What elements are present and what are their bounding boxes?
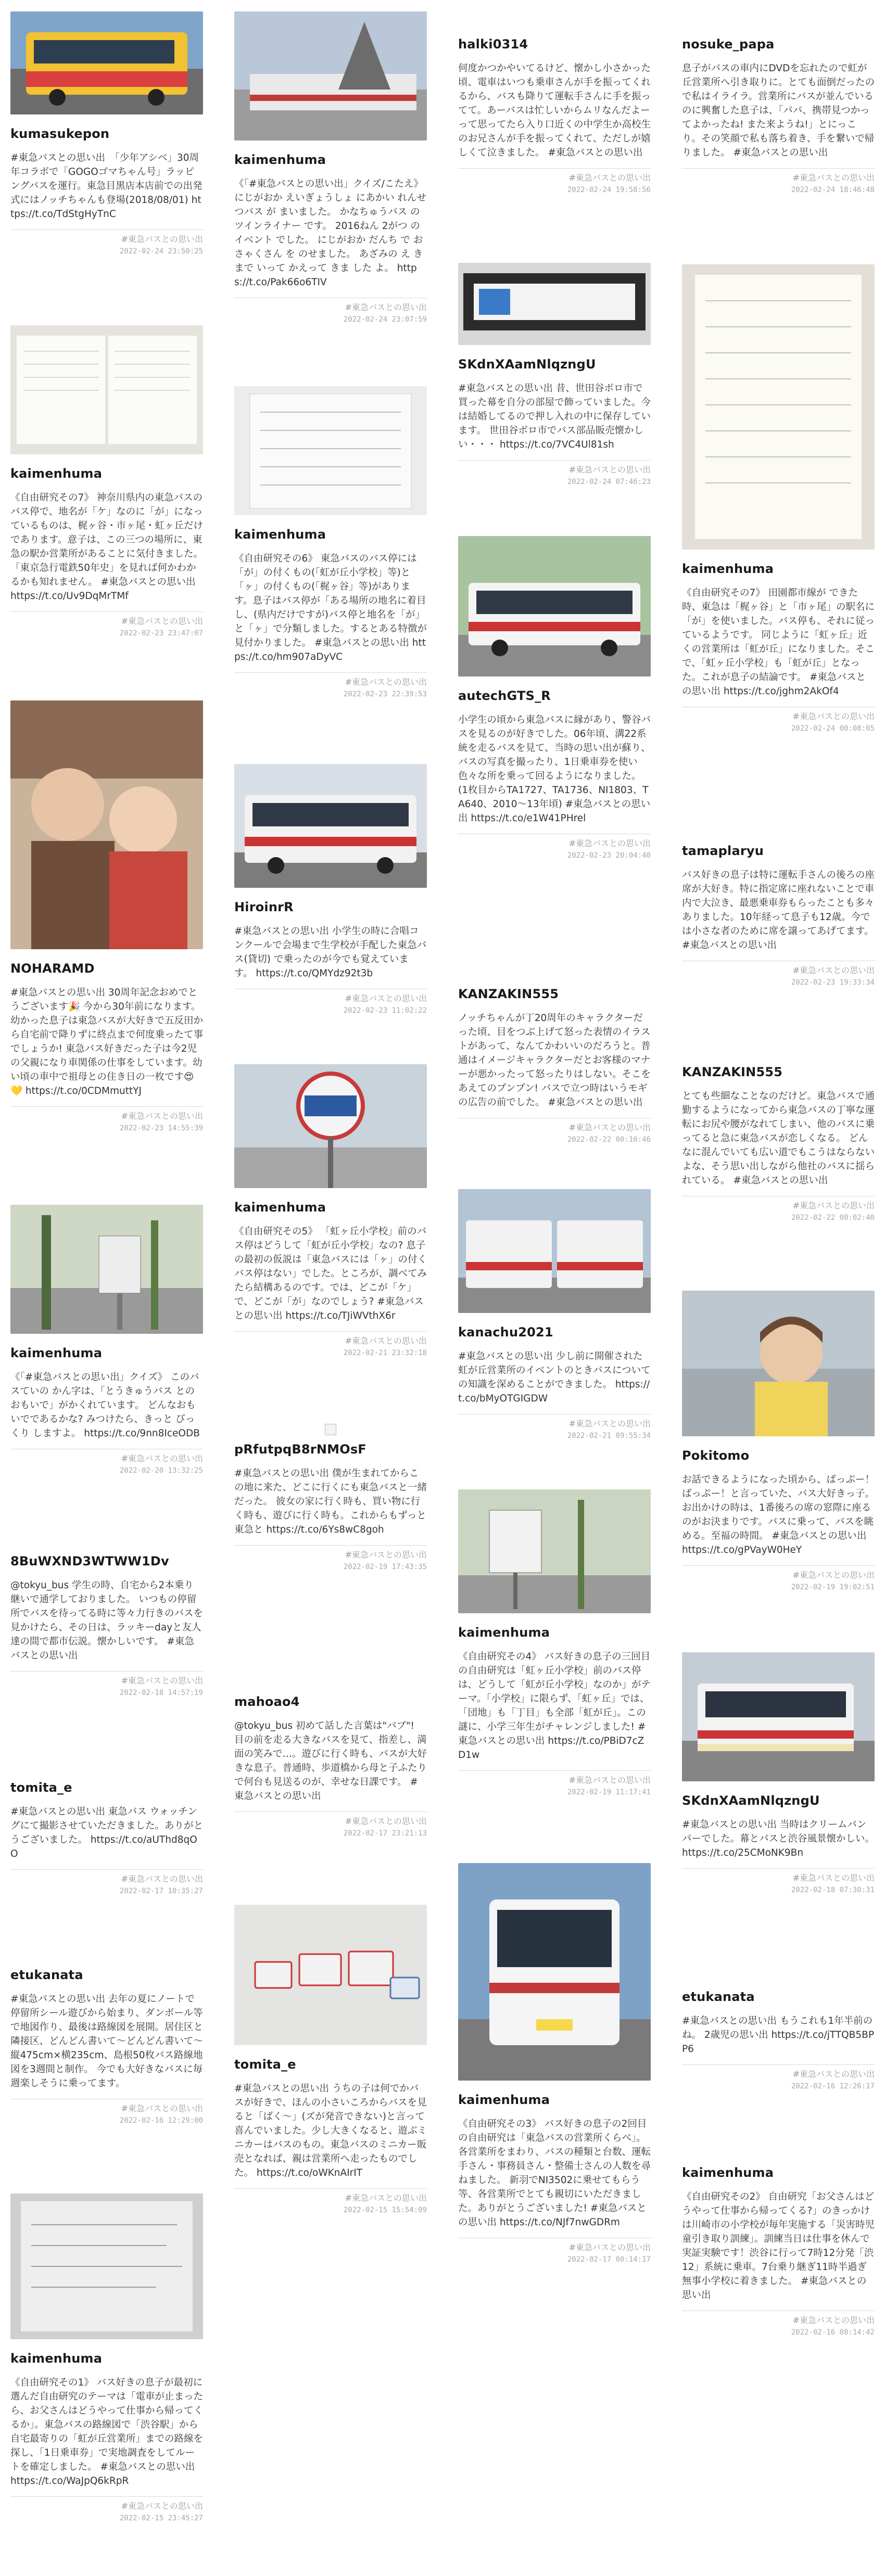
username[interactable]: kumasukepon	[10, 126, 110, 141]
tweet-meta	[10, 2099, 203, 2126]
bus-stop-photo[interactable]	[458, 1489, 651, 1613]
tweet-card[interactable]	[10, 1205, 203, 1476]
notebook-photo[interactable]	[682, 264, 875, 550]
tweet-card[interactable]	[234, 1694, 427, 1839]
tweet-meta	[10, 1671, 203, 1699]
timestamp: 2022-02-17 00:14:17	[567, 2255, 651, 2264]
timestamp: 2022-02-23 14:55:39	[119, 1124, 203, 1132]
tweet-card[interactable]	[458, 1489, 651, 1798]
tweet-card[interactable]	[682, 1652, 875, 1896]
tweet-card[interactable]	[234, 764, 427, 1016]
tweet-text: ノッチちゃんが丁20周年のキャラクターだった頃、目をつぶ上げて怒った表情のイラストがあって、なんてかわいいのだろうと。普通はイメージキャラクターだとお客様のマナーが悪かったって怒ったりはしない。そこをあえてのプンプン! バスで立つ時はいうモギの広告の前でした。 #東急バスとの思い出	[458, 1013, 651, 1108]
timestamp: 2022-02-19 19:02:51	[791, 1583, 875, 1591]
tweet-text: #東急バスとの思い出 少し前に開催された虹が丘営業所のイベントのときバスについての知識を深めることができました。 https://t.co/bMyOTGIGDW	[458, 1351, 651, 1404]
tweet-meta	[458, 168, 651, 196]
timestamp: 2022-02-23 20:04:40	[567, 851, 651, 860]
tweet-meta	[458, 1118, 651, 1145]
tweet-card[interactable]	[682, 1291, 875, 1593]
tweet-meta	[10, 2496, 203, 2524]
timestamp: 2022-02-24 23:50:25	[119, 247, 203, 256]
tweet-text: 《自由研究その3》 バス好きの息子の2回目の自由研究は「東急バスの営業所くらべ」。各営業所をまわり、バスの種類と台数、運転手さん・事務員さん・整備士さんの人数を尋ねました。 新羽でNI3502に乗せてもらう等、各営業所でとても親切にいただきました。ありがとうございました! #東急バスとの思い出 https://t.co/NJf7nwGDRm	[458, 2119, 651, 2228]
notebook-photo[interactable]	[10, 325, 203, 454]
tweet-card[interactable]	[458, 36, 651, 196]
tweet-text: #東急バスとの思い出 30周年記念おめでとうございます🎉 今から30年前になります。幼かった息子は東急バスが大好きで五反田から自宅前で降りずに終点まで何度乗ったて事でしょうか! 東急バス好きだった子は今2児の父親になり車関係の仕事をしています。幼い頃の車中で祖母との住き日の一枚です😍💛 https://t.co/0CDMmuttYJ	[10, 987, 204, 1096]
timestamp: 2022-02-20 13:32:25	[119, 1466, 203, 1475]
tweet-card[interactable]	[10, 1780, 203, 1897]
tweet-meta	[458, 834, 651, 861]
timestamp: 2022-02-24 19:58:56	[567, 186, 651, 194]
timestamp: 2022-02-23 23:47:07	[119, 629, 203, 637]
depot-buses-photo[interactable]	[458, 1189, 651, 1313]
hashtag-label[interactable]: #東急バスとの思い出	[121, 2501, 203, 2511]
username[interactable]: halki0314	[458, 37, 528, 52]
username[interactable]: kaimenhuma	[10, 466, 103, 481]
timestamp: 2022-02-16 12:29:00	[119, 2116, 203, 2125]
tweet-meta	[458, 2238, 651, 2265]
timestamp: 2022-02-16 12:26:17	[791, 2082, 875, 2090]
username[interactable]: kanachu2021	[458, 1325, 553, 1340]
username[interactable]: etukanata	[10, 1968, 83, 1982]
username[interactable]: kaimenhuma	[10, 2351, 103, 2366]
tweet-text: #東急バスとの思い出 去年の夏にノートで停留所シール遊びから始まり、ダンボール等で地図作り、最後は路線図を展開。居住区と隣接区、どんどん書いて〜どんどん書いて〜縦475cm×横235cm、島根50枚バス路線地図を3週間と制作。 今でも大好きなバスに毎週楽しそうに乗ってます。	[10, 1994, 204, 2089]
tweet-text: 《自由研究その1》 バス好きの息子が最初に選んだ自由研究のテーマは「電車が止まったら、お父さんはどうやって仕事から帰ってくるか」。東急バスの路線図で「渋谷駅」から自宅最寄りの「虹が丘営業所」までの路線を探し、「1日乗車券」で実地調査をしてルートを確定しました。 #東急バスとの思い出 https://t.co/WaJpQ6kRpR	[10, 2377, 204, 2486]
depot-photo[interactable]	[234, 11, 427, 141]
tweet-meta	[10, 1106, 203, 1134]
username[interactable]: mahoao4	[234, 1694, 300, 1709]
timestamp: 2022-02-24 23:07:59	[343, 315, 427, 324]
tweet-meta	[682, 1196, 875, 1223]
tweet-text: 何度かつかやいてるけど、懐かし小さかった頃、電車はいつも乗車さんが手を振ってくれるから、バスも降りて運転手さんに手を振ってて。あーバスは忙しいからムリなんだよーって思ってたら入り口近くの中学生か高校生のお兄さんが手を振ってくれて、ただしが嬉しくて泣きました。 #東急バスとの思い出	[458, 63, 651, 158]
hashtag-label[interactable]: #東急バスとの思い出	[568, 465, 651, 475]
hashtag-label[interactable]: #東急バスとの思い出	[121, 234, 203, 244]
tweet-text: #東急バスとの思い出 小学生の時に合唱コンクールで会場まで生学校が手配した東急バス(貸切) で乗ったのが今でも覚えています。 https://t.co/QMYdz92t3b	[234, 926, 427, 979]
username[interactable]: kaimenhuma	[682, 562, 774, 576]
child-photo[interactable]	[682, 1291, 875, 1436]
tweet-meta	[458, 460, 651, 488]
timestamp: 2022-02-17 10:35:27	[119, 1887, 203, 1895]
hashtag-label[interactable]: #東急バスとの思い出	[792, 1873, 875, 1883]
username[interactable]: kaimenhuma	[458, 2093, 550, 2107]
tweet-text: #東急バスとの思い出 「少年アシベ」30周年コラボで「GOGOゴマちゃん号」ラッピングバスを運行。東急目黒店本店前での出発式にはノッチちゃんも登場(2018/08/01) https://t.co/TdStgHyTnC	[10, 152, 203, 220]
timestamp: 2022-02-19 11:17:41	[567, 1788, 651, 1796]
hashtag-label[interactable]: #東急バスとの思い出	[792, 173, 875, 183]
tweet-card[interactable]	[682, 843, 875, 988]
tweet-text: 《自由研究その6》 東急バスのバス停には「が」の付くもの(「虹が丘小学校」等)と「ヶ」の付くもの(「梶ヶ谷」等)があります。息子はバス停が「ある場所の地名に着目し、(県内だけですが)バス停と地名を「が」と「ヶ」で分類しました。するとある特徴が見付かりました。 #東急バスとの思い出 https://t.co/hm907aDyVC	[234, 553, 427, 662]
tweet-meta	[682, 707, 875, 734]
username[interactable]: kaimenhuma	[234, 1200, 326, 1215]
hashtag-label[interactable]: #東急バスとの思い出	[792, 1201, 875, 1210]
username[interactable]: kaimenhuma	[234, 527, 326, 542]
username[interactable]: KANZAKIN555	[458, 987, 559, 1001]
tweet-text: #東急バスとの思い出 僕が生まれてからこの地に来た、どこに行くにも東急バスと一緒だった。 彼女の家に行く時も、買い物に行く時も、遊びに行く時も。これからもずっと東急と https://t.co/6Ys8wC8goh	[234, 1468, 427, 1535]
username[interactable]: kaimenhuma	[458, 1625, 550, 1640]
timestamp: 2022-02-23 19:33:34	[791, 978, 875, 987]
tweet-text: #東急バスとの思い出 うちの子は何でかバスが好きで、ほんの小さいころからバスを見ると「ばく〜」(ズが発音できない)と言って喜んでいました。少し大きくなると、遊ぶミニカーはバスのもの。東急バスのミニカー販売となれば、親は営業所へ走ったものでした。 https://t.co/oWKnAIrIT	[234, 2083, 427, 2178]
tweet-text: とても些細なことなのだけど。東急バスで通勤するようになってから東急バスの丁寧な運転にお尻や腰がなれてしまい、他のバスに乗ってると急に東急バスが恋しくなる。 どんなに混んでいても広い道でもこうはならないよな、そう思い出しながら他社のバスに揺られている。 #東急バスとの思い出	[682, 1091, 875, 1186]
tweet-meta	[10, 611, 203, 639]
tweet-text: #東急バスとの思い出 もうこれも1年半前のね。 2歳児の思い出 https://t.co/jTTQB5BPP6	[682, 2016, 874, 2055]
tweet-text: #東急バスとの思い出 当時はクリームバンパーでした。幕とバスと渋谷風景懐かしい。 https://t.co/25CMoNK9Bn	[682, 1819, 875, 1858]
tweet-meta	[234, 672, 427, 700]
tweet-card[interactable]	[458, 986, 651, 1145]
hashtag-label[interactable]: #東急バスとの思い出	[121, 1676, 203, 1686]
bus-stop-photo[interactable]	[10, 1205, 203, 1334]
username[interactable]: Pokitomo	[682, 1448, 750, 1463]
username[interactable]: kaimenhuma	[10, 1346, 103, 1360]
tweet-card[interactable]	[234, 1424, 427, 1573]
tweet-meta	[10, 1869, 203, 1897]
tweet-text: 息子がバスの車内にDVDを忘れたので虹が丘営業所へ引き取りに。とても面倒だったので私はイライラ。営業所にバスが並んでいるのに興奮した息子は、「パパ、携帯見つかってよかったね! また来ようね!」とにっこり。その笑顔で私も落ち着き、手を繋いで帰りました。 #東急バスとの思い出	[682, 63, 875, 158]
tweet-text: #東急バスとの思い出 東急バス ウォッチングにて撮影させていただきました。ありがとうございました。 https://t.co/aUThd8qOO	[10, 1806, 204, 1859]
tweet-text: 《自由研究その7》 田園都市線が できた時、東急は「梶ヶ谷」と「市ヶ尾」の駅名に「が」を使いました。バス停も、それに従っているようです。 同じように「虹ヶ丘」近くの営業所は「虹が丘」になりました。そこで、「虹ヶ丘小学校」も「虹が丘」となった。これが息子の結論です。 #東急バスとの思い出 https://t.co/jghm2AkOf4	[682, 588, 875, 697]
hashtag-label[interactable]: #東急バスとの思い出	[568, 1419, 651, 1429]
timestamp: 2022-02-15 23:45:27	[119, 2514, 203, 2522]
hashtag-label[interactable]: #東急バスとの思い出	[792, 965, 875, 975]
timestamp: 2022-02-24 00:08:05	[791, 724, 875, 733]
hashtag-label[interactable]: #東急バスとの思い出	[345, 1550, 427, 1560]
username[interactable]: SKdnXAamNlqzngU	[458, 357, 596, 372]
tweet-meta	[682, 1868, 875, 1896]
tweet-card[interactable]	[234, 386, 427, 700]
bus-photo[interactable]	[458, 536, 651, 677]
tweet-text: 《自由研究その5》 「虹ヶ丘小学校」前のバス停はどうして「虹が丘小学校」なの? 息子の最初の仮説は「東急バスには「ヶ」の付くバス停はない」でした。ところが、調べてみたら結構あるのです。では、どこが「ケ」で、どこが「が」なのでしょう? #東急バスとの思い出 https://t.co/TJiWVthX6r	[234, 1226, 427, 1321]
tweet-card[interactable]	[458, 536, 651, 861]
tweet-card[interactable]	[458, 1863, 651, 2265]
bus-photo[interactable]	[682, 1652, 875, 1781]
tweet-text: バス好きの息子は特に運転手さんの後ろの座席が大好き。特に指定席に座れないことで車内で大泣き、最悪乗車券もらったことも多々ありました。10年経って息子も12歳。今では小さな者のために席を譲ってあげてます。 #東急バスとの思い出	[682, 870, 875, 951]
tweet-meta	[10, 1449, 203, 1476]
tweet-card[interactable]	[682, 264, 875, 734]
tweet-meta	[458, 1414, 651, 1442]
tweet-meta	[682, 1565, 875, 1593]
tweet-text: @tokyu_bus 初めて話した言葉は"バブ"! 目の前を走る大きなバスを見て、指差し、満面の笑みで…。遊びに行く時も、バスが大好きな息子。普通時、歩道橋から母と子ふたりで何台も見送るのが、幸せな日課です。 #東急バスとの思い出	[234, 1720, 427, 1802]
timestamp: 2022-02-24 07:46:23	[567, 478, 651, 486]
minicar-photo[interactable]	[234, 1905, 427, 2045]
tweet-meta	[234, 2188, 427, 2216]
hashtag-label[interactable]: #東急バスとの思い出	[792, 2315, 875, 2325]
timestamp: 2022-02-24 18:46:48	[791, 186, 875, 194]
hashtag-label[interactable]: #東急バスとの思い出	[792, 2069, 875, 2079]
tweet-meta	[10, 229, 203, 257]
tweet-meta	[458, 1770, 651, 1798]
tweet-meta	[682, 2064, 875, 2092]
username[interactable]: tomita_e	[234, 2057, 296, 2072]
timestamp: 2022-02-19 17:43:35	[343, 1563, 427, 1571]
tweet-card[interactable]	[10, 2194, 203, 2524]
tweet-card[interactable]	[234, 1064, 427, 1359]
username[interactable]: etukanata	[682, 1990, 755, 2004]
hashtag-label[interactable]: #東急バスとの思い出	[568, 838, 651, 848]
username[interactable]: tomita_e	[10, 1780, 72, 1795]
tweet-card[interactable]	[10, 325, 203, 639]
tweet-card[interactable]	[234, 1905, 427, 2216]
hashtag-label[interactable]: #東急バスとの思い出	[121, 1111, 203, 1121]
hashtag-label[interactable]: #東急バスとの思い出	[568, 1775, 651, 1785]
tweet-card[interactable]	[234, 11, 427, 325]
tweet-meta	[234, 1812, 427, 1839]
broken-image-icon	[325, 1424, 336, 1435]
bus-photo[interactable]	[234, 764, 427, 888]
timestamp: 2022-02-23 22:39:53	[343, 690, 427, 698]
tweet-card[interactable]	[10, 1553, 203, 1699]
tweet-meta	[234, 1331, 427, 1359]
timestamp: 2022-02-16 08:14:42	[791, 2328, 875, 2337]
notebook-photo[interactable]	[234, 386, 427, 515]
tweet-card[interactable]	[10, 1967, 203, 2126]
hashtag-label[interactable]: #東急バスとの思い出	[568, 173, 651, 183]
tweet-card[interactable]	[10, 11, 203, 257]
hashtag-label[interactable]: #東急バスとの思い出	[345, 993, 427, 1003]
tweet-card[interactable]	[10, 700, 203, 1134]
hashtag-label[interactable]: #東急バスとの思い出	[121, 1874, 203, 1884]
tweet-meta	[682, 2311, 875, 2338]
hashtag-label[interactable]: #東急バスとの思い出	[792, 1570, 875, 1580]
timestamp: 2022-02-17 23:21:13	[343, 1829, 427, 1838]
tweet-text: 《自由研究その2》 自由研究「お父さんはどうやって仕事から帰ってくる?」のきっかけは川崎市の小学校が毎年実施する「災害時児童引き取り訓練」。訓練当日は仕事を休んで実証実験です！渋谷に行って7時12分発「渋12」系統に乗車。7台乗り継ぎ11時半過ぎ無事小学校に着きました。 #東急バスとの思い出	[682, 2191, 875, 2301]
tweet-meta	[234, 989, 427, 1016]
hashtag-label[interactable]: #東急バスとの思い出	[121, 2103, 203, 2113]
username[interactable]: NOHARAMD	[10, 961, 95, 976]
tweet-text: 小学生の頃から東急バスに縁があり、警谷バスを見るのが好きでした。06年頃、溝22系統を走るバスを見て、当時の思い出が蘇り、バスの写真を撮ったり、1日乗車券を使い色々な所を乗って回るようになりました。(1枚目からTA1727、TA1736、NI1803、TA640、2010〜13年頃) #東急バスとの思い出 https://t.co/e1W41PHrel	[458, 715, 651, 824]
tweet-card[interactable]	[682, 1064, 875, 1223]
tweet-meta	[682, 961, 875, 988]
tweet-card[interactable]	[682, 2165, 875, 2338]
timestamp: 2022-02-18 07:30:31	[791, 1886, 875, 1894]
username[interactable]: 8BuWXND3WTWW1Dv	[10, 1554, 169, 1568]
sign-board-photo[interactable]	[458, 263, 651, 345]
timestamp: 2022-02-21 09:55:34	[567, 1432, 651, 1440]
family-photo[interactable]	[10, 700, 203, 949]
hashtag-label[interactable]: #東急バスとの思い出	[121, 1453, 203, 1463]
timestamp: 2022-02-23 11:02:22	[343, 1006, 427, 1015]
username[interactable]: pRfutpqB8rNMOsF	[234, 1442, 366, 1457]
username[interactable]: nosuke_papa	[682, 37, 775, 52]
hashtag-label[interactable]: #東急バスとの思い出	[568, 1123, 651, 1132]
username[interactable]: tamaplaryu	[682, 844, 764, 858]
username[interactable]: HiroinrR	[234, 900, 294, 914]
tweet-card[interactable]	[458, 1189, 651, 1442]
timestamp: 2022-02-15 15:54:09	[343, 2206, 427, 2214]
timestamp: 2022-02-22 00:02:40	[791, 1214, 875, 1222]
hashtag-label[interactable]: #東急バスとの思い出	[345, 302, 427, 312]
tweet-text: 《「#東急バスとの思い出」クイズ》 このバスていの かん字は、「とうきゅうバス とのおもいで」がかくれています。 どんなおもいでであるかな? みつけたら、きっと びっくり しますよ。 https://t.co/9nn8IceODB	[10, 1372, 200, 1439]
hashtag-label[interactable]: #東急バスとの思い出	[121, 616, 203, 626]
tweet-meta	[682, 168, 875, 196]
username[interactable]: SKdnXAamNlqzngU	[682, 1793, 820, 1808]
hashtag-label[interactable]: #東急バスとの思い出	[792, 711, 875, 721]
timestamp: 2022-02-21 23:32:18	[343, 1349, 427, 1357]
tweet-meta	[234, 298, 427, 325]
bus-photo[interactable]	[10, 11, 203, 114]
hashtag-label[interactable]: #東急バスとの思い出	[345, 677, 427, 687]
bus-stop-sign-photo[interactable]	[234, 1064, 427, 1188]
tweet-text: 《自由研究その4》 バス好きの息子の三回目の自由研究は「虹ヶ丘小学校」前のバス停は、どうして「虹が丘小学校」なのか」がテーマ。「小学校」に限らず、「虹ヶ丘」では、「団地」も「丁目」も全部「虹が丘」。この謎に、小学三年生がチャレンジしました! #東急バスとの思い出 https://t.co/PBiD7cZD1w	[458, 1651, 651, 1761]
route-notebook-photo[interactable]	[10, 2194, 203, 2339]
tweet-card[interactable]	[682, 36, 875, 196]
username[interactable]: kaimenhuma	[234, 152, 326, 167]
hashtag-label[interactable]: #東急バスとの思い出	[345, 1816, 427, 1826]
timestamp: 2022-02-22 00:10:46	[567, 1136, 651, 1144]
tweet-text: #東急バスとの思い出 昔、世田谷ボロ市で買った幕を自分の部屋で飾っていました。今は結婚してるので押し入れの中に保存しています。 世田谷ボロ市でバス部品販売懐かしい・・・ https://t.co/7VC4Ul81sh	[458, 383, 651, 450]
coach-bus-photo[interactable]	[458, 1863, 651, 2081]
username[interactable]: kaimenhuma	[682, 2165, 774, 2180]
tweet-card[interactable]	[682, 1989, 875, 2092]
username[interactable]: autechGTS_R	[458, 688, 551, 703]
tweet-text: 《「#東急バスとの思い出」クイズ/こたえ》 にじがおか えいぎょうしょ にあかい れんせつバス が まいました。 かなちゅうバス の ツインライナー です。 2016ねん 2がつ の イベント でした。 にじがおか だんち で おさゃくさん を のせました。 あざみの え き まで いって かえって きま した よ。 https://t.co/Pak66o6TIV	[234, 178, 427, 288]
username[interactable]: KANZAKIN555	[682, 1065, 783, 1079]
hashtag-label[interactable]: #東急バスとの思い出	[345, 2193, 427, 2203]
tweet-text: 《自由研究その7》 神奈川県内の東急バスのバス停で、地名が「ケ」なのに「が」になっているものは、梶ヶ谷・市ヶ尾・虹ヶ丘だけであります。意子は、この三つの場所に、東急の駅か営業所があることに気付きました。「東京急行電鉄50年史」を見れば何かわかるかも知れません。 #東急バスとの思い出 https://t.co/Uv9DqMrTMf	[10, 492, 204, 602]
timestamp: 2022-02-18 14:57:19	[119, 1689, 203, 1697]
hashtag-label[interactable]: #東急バスとの思い出	[345, 1336, 427, 1346]
tweet-text: @tokyu_bus 学生の時、自宅から2本乗り継いで通学しておりました。 いつもの停留所でバスを待ってる時に等々力行きのバスを見かけたら、その日は、ラッキーdayと友人達の間で都市伝説。懐かしいです。 #東急バスとの思い出	[10, 1580, 204, 1661]
tweet-text: お話できるようになった頃から、ばっぷー！ばっぷー！と言っていた、バス大好きっ子。お出かけの時は、1番後ろの席の窓際に座るのがお決まりです。バスに乗って、バスを眺める。至福の時間。 #東急バスとの思い出 https://t.co/gPVayW0HeY	[682, 1474, 875, 1555]
tweet-meta	[234, 1545, 427, 1573]
hashtag-label[interactable]: #東急バスとの思い出	[568, 2242, 651, 2252]
tweet-card[interactable]	[458, 263, 651, 488]
